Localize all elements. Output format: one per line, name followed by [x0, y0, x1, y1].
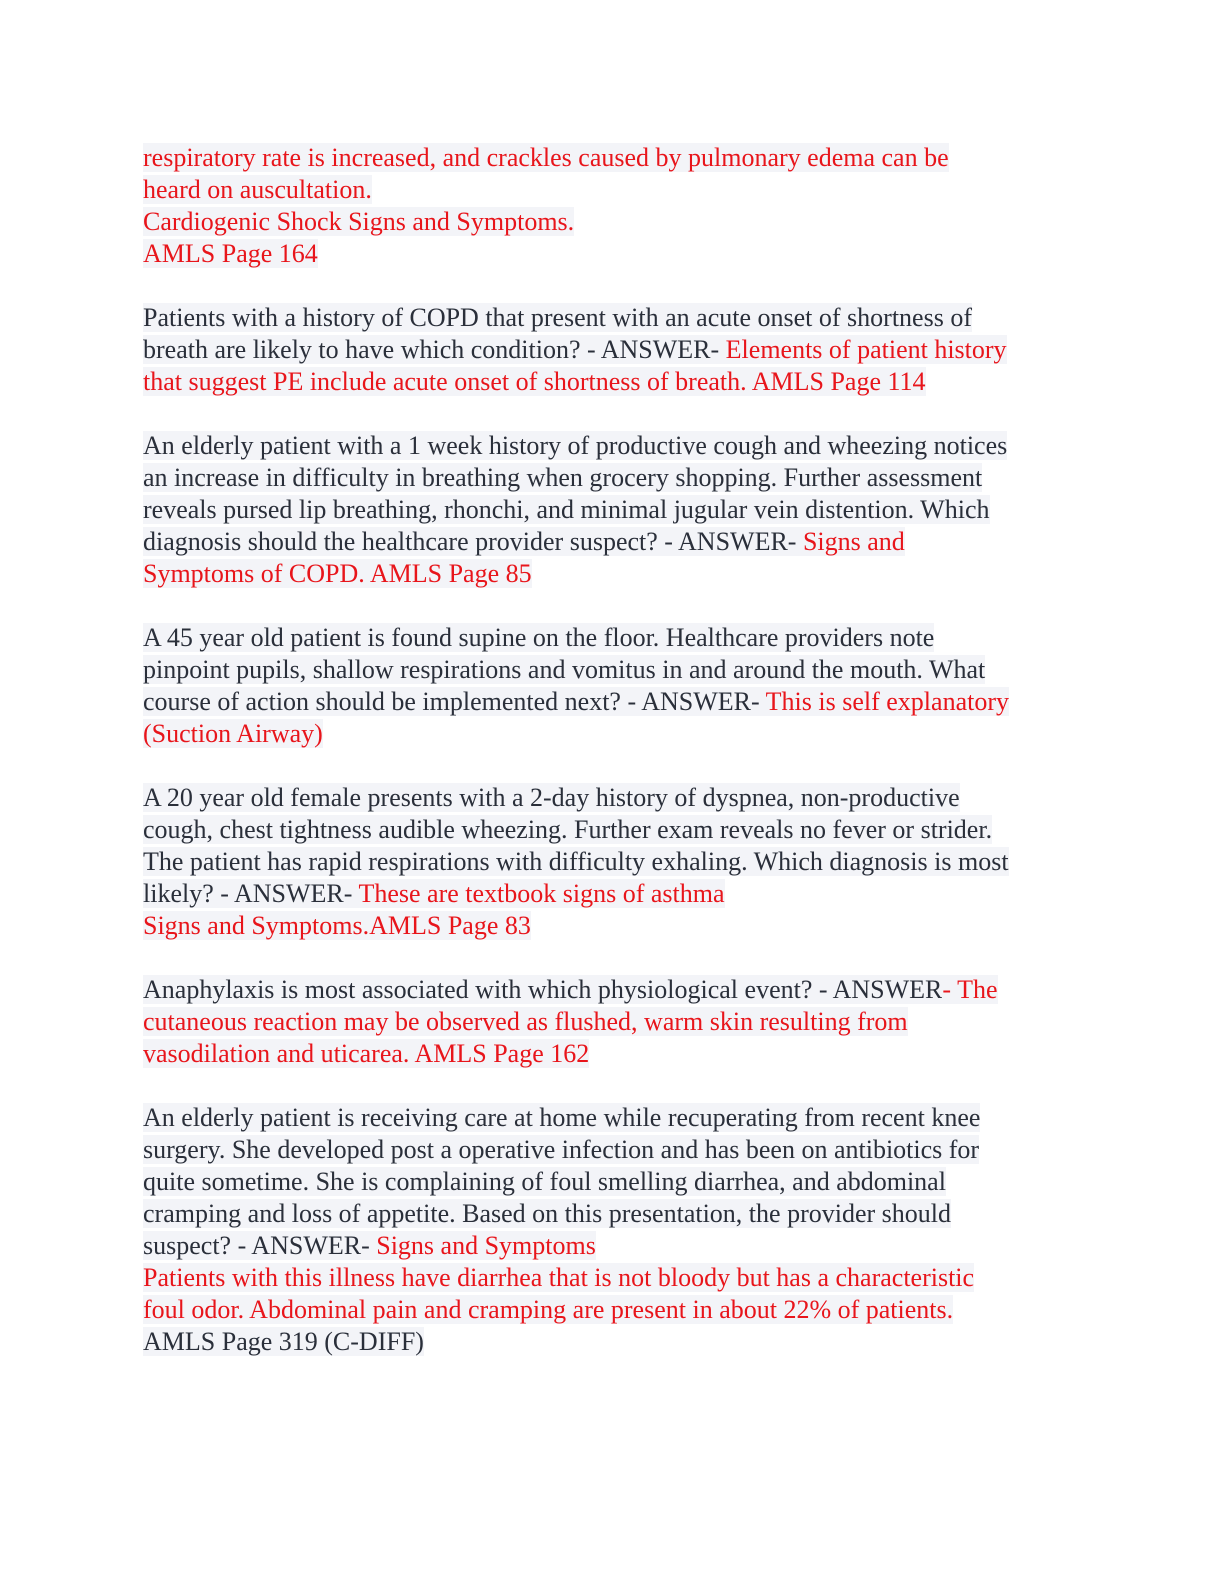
- answer-text: Signs and Symptoms.AMLS Page 83: [143, 911, 531, 940]
- answer-text: Symptoms of COPD. AMLS Page 85: [143, 559, 532, 588]
- answer-text: Signs and Symptoms: [376, 1231, 596, 1260]
- question-text: breath are likely to have which condition? - ANSWER-: [143, 335, 726, 364]
- text-line: [143, 910, 1083, 942]
- question-text: An elderly patient is receiving care at home while recuperating from recent knee: [143, 1103, 981, 1132]
- text-line: [143, 1198, 1083, 1230]
- text-line: [143, 686, 1083, 718]
- question-text: quite sometime. She is complaining of foul smelling diarrhea, and abdominal: [143, 1167, 946, 1196]
- answer-text: AMLS Page 164: [143, 239, 318, 268]
- answer-text: Patients with this illness have diarrhea that is not bloody but has a characteristic: [143, 1263, 975, 1292]
- question-text: AMLS Page 319 (C-DIFF): [143, 1327, 424, 1356]
- qa-entry: [143, 142, 1083, 270]
- question-text: an increase in difficulty in breathing when grocery shopping. Further assessment: [143, 463, 983, 492]
- text-line: [143, 174, 1083, 206]
- text-line: [143, 1166, 1083, 1198]
- question-text: cough, chest tightness audible wheezing. Further exam reveals no fever or strider.: [143, 815, 993, 844]
- text-line: [143, 1006, 1083, 1038]
- answer-text: foul odor. Abdominal pain and cramping are present in about 22% of patients.: [143, 1295, 954, 1324]
- document-page: [143, 142, 1083, 1390]
- answer-text: vasodilation and uticarea. AMLS Page 162: [143, 1039, 590, 1068]
- text-line: [143, 1038, 1083, 1070]
- text-line: [143, 718, 1083, 750]
- text-line: [143, 654, 1083, 686]
- answer-text: This is self explanatory: [765, 687, 1009, 716]
- text-line: [143, 142, 1083, 174]
- text-line: [143, 366, 1083, 398]
- question-text: The patient has rapid respirations with difficulty exhaling. Which diagnosis is most: [143, 847, 1009, 876]
- answer-text: - The: [942, 975, 998, 1004]
- text-line: [143, 846, 1083, 878]
- text-line: [143, 1230, 1083, 1262]
- question-text: reveals pursed lip breathing, rhonchi, and minimal jugular vein distention. Which: [143, 495, 990, 524]
- text-line: [143, 1134, 1083, 1166]
- text-line: [143, 462, 1083, 494]
- qa-entry: [143, 622, 1083, 750]
- question-text: An elderly patient with a 1 week history of productive cough and wheezing notices: [143, 431, 1008, 460]
- text-line: [143, 238, 1083, 270]
- qa-entry: [143, 974, 1083, 1070]
- text-line: [143, 1294, 1083, 1326]
- text-line: [143, 814, 1083, 846]
- question-text: suspect? - ANSWER-: [143, 1231, 377, 1260]
- text-line: [143, 974, 1083, 1006]
- question-text: A 20 year old female presents with a 2-day history of dyspnea, non-productive: [143, 783, 960, 812]
- text-line: [143, 558, 1083, 590]
- text-line: [143, 1102, 1083, 1134]
- text-line: [143, 878, 1083, 910]
- answer-text: Signs and: [802, 527, 905, 556]
- question-text: pinpoint pupils, shallow respirations and vomitus in and around the mouth. What: [143, 655, 986, 684]
- question-text: Anaphylaxis is most associated with which physiological event? - ANSWER: [143, 975, 943, 1004]
- question-text: cramping and loss of appetite. Based on this presentation, the provider should: [143, 1199, 951, 1228]
- question-text: Patients with a history of COPD that present with an acute onset of shortness of: [143, 303, 972, 332]
- qa-entry: [143, 782, 1083, 942]
- text-line: [143, 782, 1083, 814]
- text-line: [143, 430, 1083, 462]
- text-line: [143, 526, 1083, 558]
- text-line: [143, 334, 1083, 366]
- question-text: diagnosis should the healthcare provider suspect? - ANSWER-: [143, 527, 803, 556]
- text-line: [143, 1262, 1083, 1294]
- answer-text: respiratory rate is increased, and crackles caused by pulmonary edema can be: [143, 143, 949, 172]
- answer-text: Elements of patient history: [725, 335, 1007, 364]
- answer-text: that suggest PE include acute onset of shortness of breath. AMLS Page 114: [143, 367, 926, 396]
- answer-text: These are textbook signs of asthma: [358, 879, 725, 908]
- text-line: [143, 494, 1083, 526]
- qa-entry: [143, 1102, 1083, 1358]
- answer-text: Cardiogenic Shock Signs and Symptoms.: [143, 207, 575, 236]
- text-line: [143, 206, 1083, 238]
- question-text: surgery. She developed post a operative infection and has been on antibiotics for: [143, 1135, 980, 1164]
- text-line: [143, 622, 1083, 654]
- question-text: course of action should be implemented next? - ANSWER-: [143, 687, 766, 716]
- text-line: [143, 302, 1083, 334]
- question-text: likely? - ANSWER-: [143, 879, 359, 908]
- qa-entry: [143, 302, 1083, 398]
- qa-entry: [143, 430, 1083, 590]
- text-line: [143, 1326, 1083, 1358]
- question-text: A 45 year old patient is found supine on the floor. Healthcare providers note: [143, 623, 935, 652]
- answer-text: (Suction Airway): [143, 719, 323, 748]
- answer-text: heard on auscultation.: [143, 175, 372, 204]
- answer-text: cutaneous reaction may be observed as flushed, warm skin resulting from: [143, 1007, 908, 1036]
